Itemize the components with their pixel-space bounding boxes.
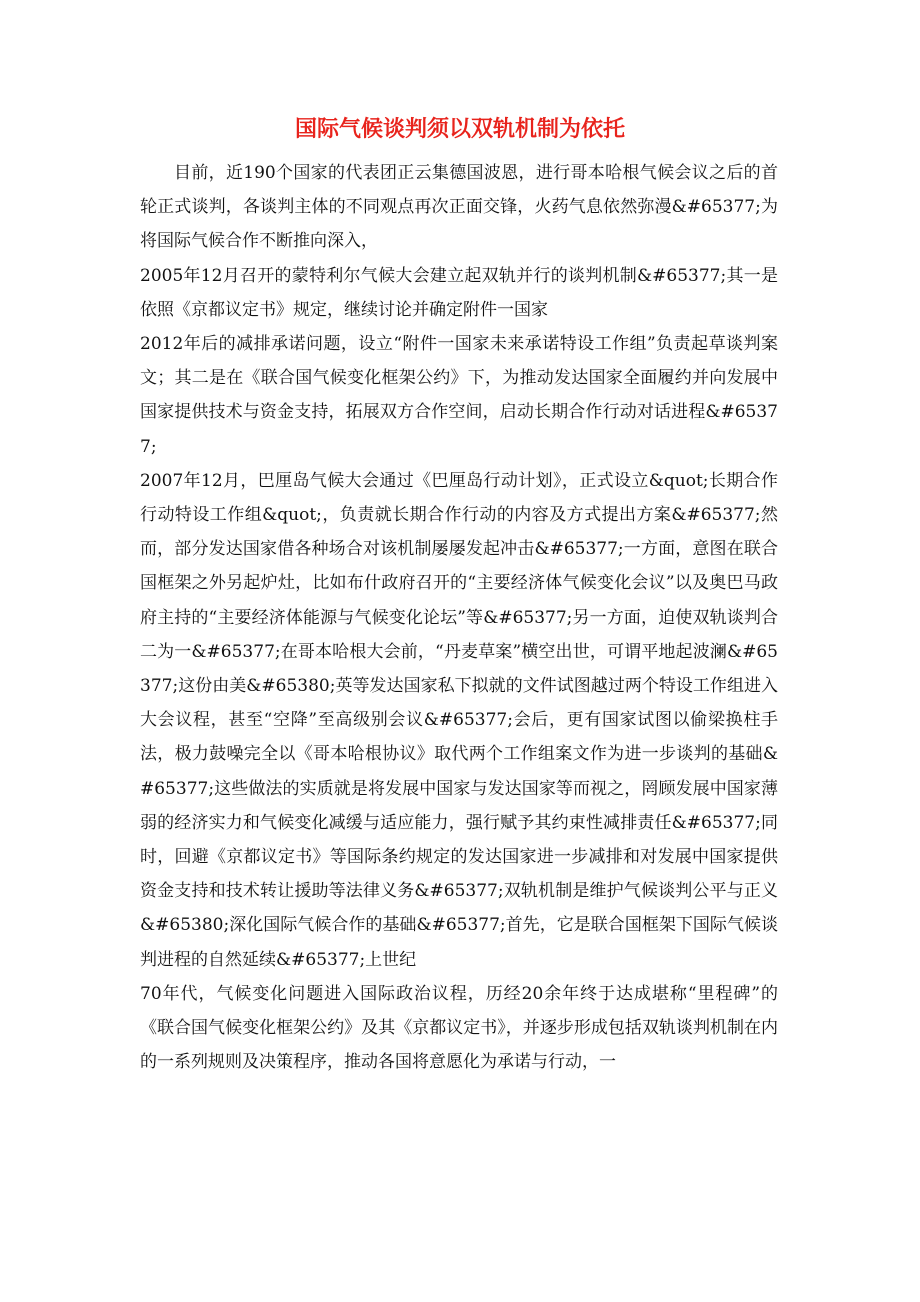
document-title: 国际气候谈判须以双轨机制为依托 [294, 117, 625, 142]
paragraph-1: 目前，近190个国家的代表团正云集德国波恩，进行哥本哈根气候会议之后的首轮正式谈判，各谈判主体的不同观点再次正面交锋，火药气息依然弥漫&#65377;为将国际气候合作不断推向深入， [140, 163, 778, 252]
document-body [140, 156, 778, 1079]
paragraph-5: 70年代，气候变化问题进入国际政治议程，历经20余年终于达成堪称“里程碑”的《联合国气候变化框架公约》及其《京都议定书》，并逐步形成包括双轨谈判机制在内的一系列规则及决策程序，推动各国将意愿化为承诺与行动，一 [140, 983, 778, 1073]
paragraph-3: 2012年后的减排承诺问题，设立“附件一国家未来承诺特设工作组”负责起草谈判案文；其二是在《联合国气候变化框架公约》下，为推动发达国家全面履约并向发展中国家提供技术与资金支持，拓展双方合作空间，启动长期合作行动对话进程&#65377; [140, 334, 778, 457]
paragraph-2: 2005年12月召开的蒙特利尔气候大会建立起双轨并行的谈判机制&#65377;其一是依照《京都议定书》规定，继续讨论并确定附件一国家 [140, 265, 778, 320]
paragraph-4: 2007年12月，巴厘岛气候大会通过《巴厘岛行动计划》，正式设立&quot;长期合作行动特设工作组&quot;，负责就长期合作行动的内容及方式提出方案&#65377;然而，部分发达国家借各种场合对该机制屡屡发起冲击&#65377;一方面，意图在联合国框架之外另起炉灶，比如布什政府召开的“主要经济体气候变化会议”以及奥巴马政府主持的“主要经济体能源与气候变化论坛”等&#65377;另一方面，迫使双轨谈判合二为一&#65377;在哥本哈根大会前，“丹麦草案”横空出世，可谓平地起波澜&#65377;这份由美&#65380;英等发达国家私下拟就的文件试图越过两个特设工作组进入大会议程，甚至“空降”至高级别会议&#65377;会后，更有国家试图以偷梁换柱手法，极力鼓噪完全以《哥本哈根协议》取代两个工作组案文作为进一步谈判的基础&#65377;这些做法的实质就是将发展中国家与发达国家等而视之，罔顾发展中国家薄弱的经济实力和气候变化减缓与适应能力，强行赋予其约束性减排责任&#65377;同时，回避《京都议定书》等国际条约规定的发达国家进一步减排和对发展中国家提供资金支持和技术转让援助等法律义务&#65377;双轨机制是维护气候谈判公平与正义&#65380;深化国际气候合作的基础&#65377;首先，它是联合国框架下国际气候谈判进程的自然延续&#65377;上世纪 [140, 470, 778, 970]
